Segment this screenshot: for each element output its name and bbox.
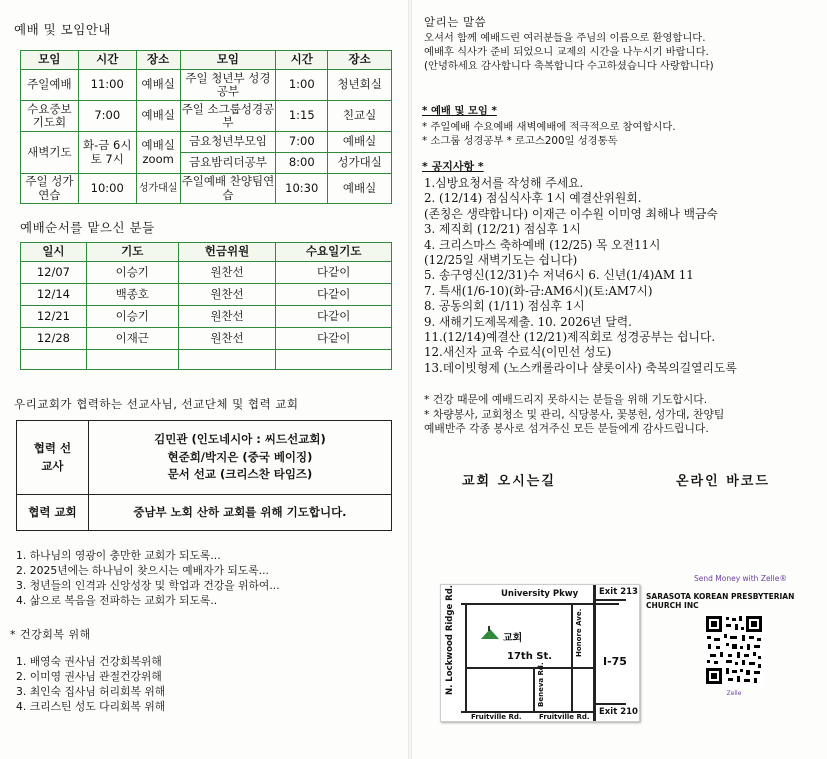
map-label: 17th St. bbox=[507, 651, 553, 662]
table-cell: 원찬선 bbox=[178, 262, 276, 284]
extra-line: * 건강 때문에 예배드리지 못하시는 분들을 위해 기도합시다. bbox=[424, 393, 708, 406]
notice-title-text: * 공지사항 * bbox=[422, 160, 484, 173]
health-list bbox=[16, 654, 165, 714]
map-road bbox=[593, 585, 596, 722]
table-cell: 금요밤리더공부 bbox=[180, 153, 276, 174]
table-cell: 1:15 bbox=[276, 101, 328, 132]
welcome-line: 예배후 식사가 준비 되었으니 교제의 시간을 나누시기 바랍니다. bbox=[424, 46, 709, 58]
table-cell: 10:30 bbox=[276, 174, 328, 204]
extra-line: 예배반주 각종 봉사로 섬겨주신 모든 분들에게 감사드립니다. bbox=[424, 422, 709, 435]
map-label: Fruitville Rd. bbox=[539, 713, 590, 721]
notice-item: (존칭은 생략합니다) 이재근 이수원 이미영 최해나 백금숙 bbox=[424, 206, 718, 221]
notice-item: 7. 특새(1/6-10)(화-금:AM6시)(토:AM7시) bbox=[424, 283, 653, 298]
map-label: N. Lockwood Ridge Rd. bbox=[445, 584, 455, 695]
map-label: University Pkwy bbox=[501, 589, 579, 599]
table-row bbox=[17, 495, 392, 531]
map-label: Beneva Rd. bbox=[537, 662, 545, 707]
prayer-list bbox=[16, 548, 280, 608]
health-title: * 건강회복 위해 bbox=[10, 628, 91, 641]
coop-church: 중남부 노회 산하 교회를 위해 기도합니다. bbox=[88, 495, 391, 531]
table-cell: 1:00 bbox=[276, 70, 328, 101]
header-cell: 장소 bbox=[328, 51, 392, 70]
table-row bbox=[21, 284, 392, 306]
table-cell: 금요청년부모임 bbox=[180, 132, 276, 153]
table-cell: 화-금 6시 토 7시 bbox=[78, 132, 136, 174]
welcome-line: (안녕하세요 감사합니다 축복합니다 수고하셨습니다 사랑합니다) bbox=[424, 60, 714, 72]
table-row bbox=[21, 350, 392, 370]
header-cell: 장소 bbox=[136, 51, 180, 70]
coop-missionary-label bbox=[17, 421, 89, 495]
notice-title bbox=[422, 160, 484, 174]
table-cell bbox=[276, 350, 392, 370]
order-table bbox=[20, 242, 392, 370]
header-cell: 모임 bbox=[180, 51, 276, 70]
extra-notes bbox=[424, 393, 724, 437]
header-cell: 수요일기도 bbox=[276, 243, 392, 262]
coop-church-label: 협력 교회 bbox=[17, 495, 89, 531]
table-cell bbox=[86, 350, 178, 370]
list-item: 2. 2025년에는 하나님이 찾으시는 예배자가 되도록... bbox=[16, 564, 269, 577]
table-cell: 이재근 bbox=[86, 328, 178, 350]
table-cell: 12/28 bbox=[21, 328, 87, 350]
notice-item: 11.(12/14)예결산 (12/21)제직회로 성경공부는 쉽니다. bbox=[424, 330, 716, 345]
meeting-list bbox=[422, 120, 676, 148]
qr-code-graphic bbox=[704, 614, 764, 686]
table-cell: 예배실 bbox=[136, 101, 180, 132]
table-cell: 주일 소그룹성경공부 bbox=[180, 101, 276, 132]
list-item: 2. 이미영 권사님 관절건강위해 bbox=[16, 670, 162, 683]
map-label: I-75 bbox=[603, 655, 627, 668]
table-cell: 원찬선 bbox=[178, 306, 276, 328]
church-name: SARASOTA KOREAN PRESBYTERIAN CHURCH INC bbox=[646, 592, 795, 610]
qr-code[interactable] bbox=[704, 614, 764, 698]
meeting-title-text: * 예배 및 모임 * bbox=[422, 105, 497, 117]
table-row bbox=[21, 328, 392, 350]
map-road bbox=[465, 667, 593, 669]
zelle-text: Send Money with Zelle® bbox=[694, 574, 787, 583]
notice-item: 3. 제직회 (12/21) 점심후 1시 bbox=[424, 222, 581, 237]
map-label: Honore Ave. bbox=[575, 608, 583, 657]
welcome-block bbox=[424, 31, 714, 73]
header-cell: 시간 bbox=[276, 51, 328, 70]
table-row bbox=[21, 262, 392, 284]
notice-item: 8. 공동의회 (1/11) 점심후 1시 bbox=[424, 299, 585, 314]
notice-item: 2. (12/14) 점심식사후 1시 예결산위원회. bbox=[424, 191, 642, 206]
table-cell: 다같이 bbox=[276, 306, 392, 328]
missionary-item: 김민관 (인도네시아 : 씨드선교회) bbox=[154, 431, 326, 446]
map-label: Fruitville Rd. bbox=[471, 713, 522, 721]
header-cell: 헌금위원 bbox=[178, 243, 276, 262]
header-cell: 기도 bbox=[86, 243, 178, 262]
coop-missionaries bbox=[88, 421, 391, 495]
zelle-small: Zelle bbox=[726, 690, 742, 697]
meeting-item: * 소그룹 성경공부 * 로고스200일 성경통독 bbox=[422, 135, 618, 147]
table-cell: 주일 청년부 성경공부 bbox=[180, 70, 276, 101]
order-header-row bbox=[21, 243, 392, 262]
table-row bbox=[21, 101, 392, 132]
welcome-line: 오셔서 함께 예배드린 여러분들을 주님의 이름으로 환영합니다. bbox=[424, 32, 706, 44]
table-cell: 이승기 bbox=[86, 262, 178, 284]
extra-line: * 차량봉사, 교회청소 및 관리, 식당봉사, 꽃봉헌, 성가대, 찬양팀 bbox=[424, 407, 725, 421]
table-cell: 예배실 bbox=[136, 70, 180, 101]
table-cell: 예배실 zoom bbox=[136, 132, 180, 174]
table-cell: 예배실 bbox=[328, 132, 392, 153]
table-cell: 다같이 bbox=[276, 328, 392, 350]
map-label: Exit 213 bbox=[599, 587, 638, 597]
meeting-title bbox=[422, 104, 497, 118]
table-row bbox=[21, 174, 392, 204]
table-cell: 새벽기도 bbox=[21, 132, 79, 174]
table-cell bbox=[178, 350, 276, 370]
table-cell: 백종호 bbox=[86, 284, 178, 306]
map-road bbox=[465, 603, 467, 711]
table-cell: 주일 성가연습 bbox=[21, 174, 79, 204]
list-item: 3. 최인숙 집사님 허리회복 위해 bbox=[16, 685, 166, 698]
header-cell: 시간 bbox=[78, 51, 136, 70]
map-road bbox=[596, 703, 626, 705]
missionary-item: 현준희/박지은 (중국 베이징) bbox=[167, 449, 313, 464]
list-item: 1. 배영숙 권사님 건강회복위해 bbox=[16, 655, 162, 668]
table-cell: 수요중보 기도회 bbox=[21, 101, 79, 132]
header-cell: 일시 bbox=[21, 243, 87, 262]
table-cell: 청년회실 bbox=[328, 70, 392, 101]
table-cell: 7:00 bbox=[78, 101, 136, 132]
announcement-title: 알리는 말씀 bbox=[424, 15, 487, 29]
table-cell: 예배실 bbox=[328, 174, 392, 204]
meeting-item: * 주일예배 수요예배 새벽예배에 적극적으로 참여합시다. bbox=[422, 121, 676, 133]
table-cell: 친교실 bbox=[328, 101, 392, 132]
right-page bbox=[410, 0, 827, 759]
table-cell: 성가대실 bbox=[136, 174, 180, 204]
worship-header-row bbox=[21, 51, 392, 70]
table-cell: 11:00 bbox=[78, 70, 136, 101]
left-page bbox=[0, 0, 410, 759]
map-road bbox=[596, 599, 626, 601]
coop-table bbox=[16, 420, 392, 531]
table-cell: 12/07 bbox=[21, 262, 87, 284]
list-item: 3. 청년들의 인격과 신앙성장 및 학업과 건강을 위하여... bbox=[16, 579, 280, 592]
map-road bbox=[571, 605, 573, 711]
worship-title: 예배 및 모임안내 bbox=[14, 22, 111, 37]
list-item: 4. 크리스틴 성도 다리회복 위해 bbox=[16, 700, 166, 713]
table-cell: 7:00 bbox=[276, 132, 328, 153]
notice-list bbox=[424, 176, 737, 376]
table-cell: 12/21 bbox=[21, 306, 87, 328]
notice-item: 9. 새해기도제목제출. 10. 2026년 달력. bbox=[424, 314, 632, 329]
table-cell: 다같이 bbox=[276, 262, 392, 284]
table-row bbox=[21, 132, 392, 153]
church-icon bbox=[479, 625, 501, 639]
church-map bbox=[440, 584, 640, 722]
order-title: 예배순서를 맡으신 분들 bbox=[20, 220, 155, 235]
worship-table bbox=[20, 50, 392, 204]
coop-missionary-label-text: 협력 선교사 bbox=[33, 440, 72, 473]
table-cell: 이승기 bbox=[86, 306, 178, 328]
table-cell: 12/14 bbox=[21, 284, 87, 306]
table-cell: 10:00 bbox=[78, 174, 136, 204]
table-cell: 8:00 bbox=[276, 153, 328, 174]
list-item: 4. 삶으로 복음을 전파하는 교회가 되도록.. bbox=[16, 594, 218, 607]
list-item: 1. 하나님의 영광이 충만한 교회가 되도록... bbox=[16, 549, 221, 562]
table-row bbox=[21, 306, 392, 328]
table-cell bbox=[21, 350, 87, 370]
notice-item: 1.심방요청서를 작성해 주세요. bbox=[424, 176, 584, 190]
missionary-item: 문서 선교 (크리스찬 타임즈) bbox=[167, 467, 313, 482]
barcode-title: 온라인 바코드 bbox=[676, 474, 770, 489]
table-cell: 원찬선 bbox=[178, 328, 276, 350]
notice-item: 13.데이빗형제 (노스캐롤라이나 샬롯이사) 축복의길열리도록 bbox=[424, 360, 737, 375]
table-cell: 다같이 bbox=[276, 284, 392, 306]
table-row bbox=[21, 70, 392, 101]
map-road bbox=[533, 667, 535, 711]
coop-title: 우리교회가 협력하는 선교사님, 선교단체 및 협력 교회 bbox=[14, 397, 299, 411]
notice-item: 5. 송구영신(12/31)수 저녁6시 6. 신년(1/4)AM 11 bbox=[424, 268, 694, 283]
table-row bbox=[17, 421, 392, 495]
notice-item: 12.새신자 교육 수료식(이민선 성도) bbox=[424, 345, 612, 360]
table-cell: 원찬선 bbox=[178, 284, 276, 306]
table-cell: 주일예배 bbox=[21, 70, 79, 101]
map-label: 교회 bbox=[503, 633, 523, 644]
map-label: Exit 210 bbox=[599, 707, 638, 717]
notice-item: 4. 크리스마스 축하예배 (12/25) 목 오전11시 bbox=[424, 237, 661, 252]
header-cell: 모임 bbox=[21, 51, 79, 70]
directions-title: 교회 오시는길 bbox=[462, 474, 556, 489]
table-cell: 성가대실 bbox=[328, 153, 392, 174]
notice-item: (12/25일 새벽기도는 쉽니다) bbox=[424, 253, 578, 268]
table-cell: 주일예배 찬양팀연습 bbox=[181, 174, 275, 202]
